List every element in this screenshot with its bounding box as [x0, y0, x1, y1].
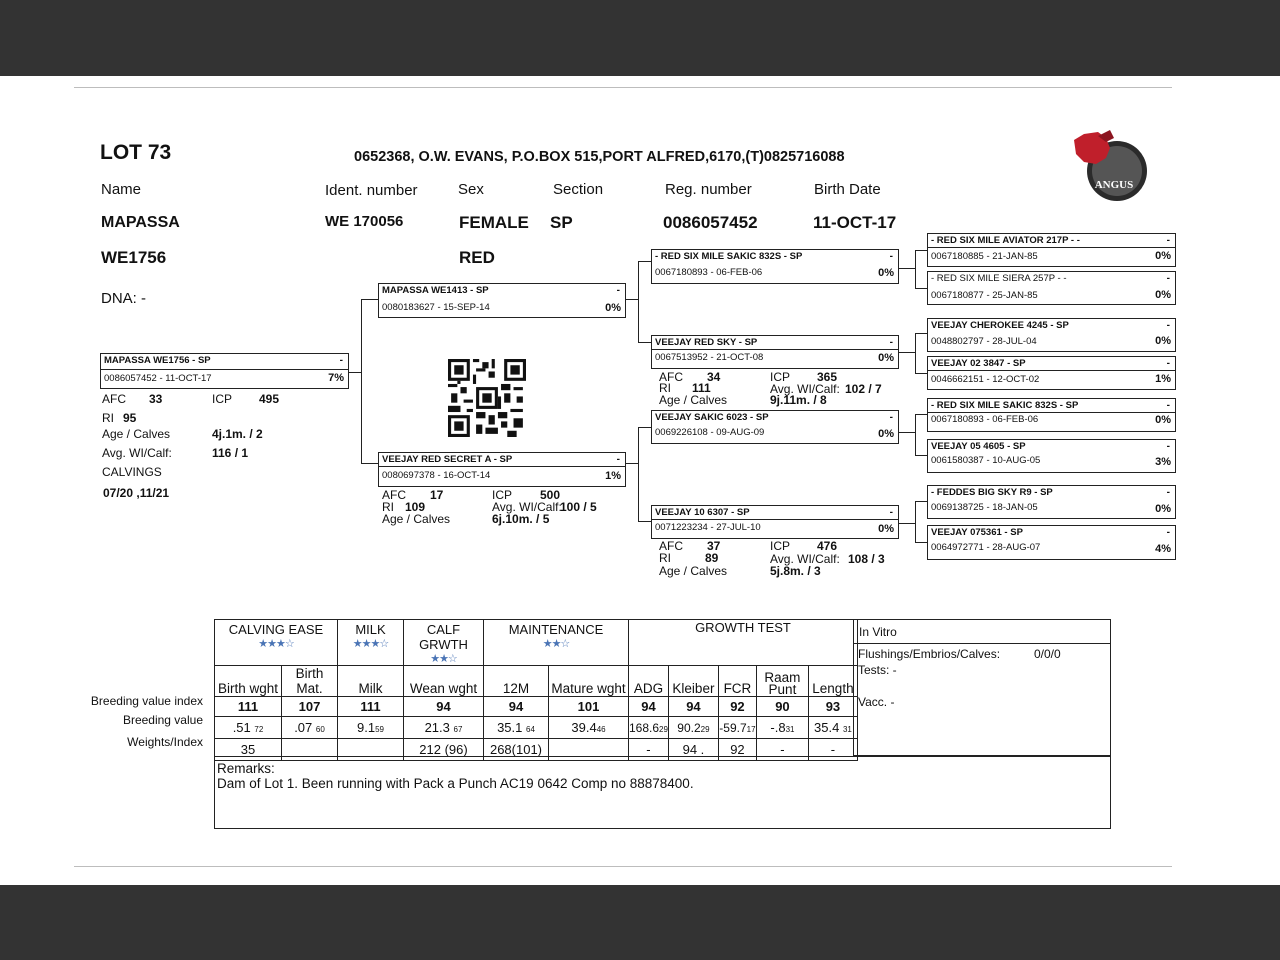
group-calving-ease: CALVING EASE ★★★☆ [215, 620, 338, 666]
angus-logo [1070, 128, 1150, 204]
pedigree-box-ggp-2: - RED SIX MILE SIERA 257P - - - 0067180877 - 25-JAN-85 0% [927, 271, 1176, 305]
pedigree-box-animal: MAPASSA WE1756 - SP - 0086057452 - 11-OCT-17 7% [100, 353, 349, 389]
pedigree-box-paternal-grandsire: - RED SIX MILE SAKIC 832S - SP - 0067180893 - 06-FEB-06 0% [651, 249, 899, 284]
in-vitro-panel: In Vitro Flushings/Embrios/Calves: 0/0/0 Tests: - Vacc. - [853, 619, 1111, 756]
pedigree-box-ggp-5: - RED SIX MILE SAKIC 832S - SP - 0067180893 - 06-FEB-06 0% [927, 398, 1176, 432]
pedigree-box-paternal-granddam: VEEJAY RED SKY - SP - 0067513952 - 21-OCT-08 0% [651, 335, 899, 369]
qr-code [446, 359, 528, 437]
calvings-value: 07/20 ,11/21 [103, 486, 170, 500]
group-milk: MILK ★★★☆ [338, 620, 404, 666]
pedigree-box-ggp-1: - RED SIX MILE AVIATOR 217P - - - 0067180885 - 21-JAN-85 0% [927, 233, 1176, 267]
reg-number: 0086057452 [663, 213, 758, 232]
name-label: Name [101, 181, 142, 198]
remarks-text: Dam of Lot 1. Been running with Pack a Punch AC19 0642 Comp no 88878400. [217, 776, 694, 791]
section-value: SP [550, 213, 573, 232]
in-vitro-title: In Vitro [859, 625, 897, 639]
calvings-label: CALVINGS [102, 465, 162, 479]
group-growth-test: GROWTH TEST [629, 620, 858, 666]
top-dark-band [0, 0, 1280, 76]
pedigree-box-ggp-3: VEEJAY CHEROKEE 4245 - SP - 0048802797 - 28-JUL-04 0% [927, 318, 1176, 352]
breeding-values-table: CALVING EASE ★★★☆ MILK ★★★☆ CALF GRWTH ★★☆ MAINTENANCE ★★☆ GROWTH TEST Birth wght Birth Mat. Milk Wean wght 12M Mature wght ADG Kleiber FCR Raam Punt Length 111 107 111 94 94 101 94 94 92 90 93 .51 72 .07 60 9.159 21.3 67 35.1 64 39.446 168.629 90.229 -59.717 -.831 35.4 31 35 212 (96) 268(101) - 94 . 92 - - [214, 619, 858, 761]
colour-value: RED [459, 248, 495, 267]
pedigree-box-maternal-grandsire: VEEJAY SAKIC 6023 - SP - 0069226108 - 09-AUG-09 0% [651, 410, 899, 444]
pedigree-box-sire: MAPASSA WE1413 - SP - 0080183627 - 15-SEP-14 0% [378, 283, 626, 318]
pedigree-box-maternal-granddam: VEEJAY 10 6307 - SP - 0071223234 - 27-JUL-10 0% [651, 505, 899, 539]
pedigree-box-ggp-7: - FEDDES BIG SKY R9 - SP - 0069138725 - 18-JAN-05 0% [927, 485, 1176, 519]
remarks-label: Remarks: [217, 761, 275, 776]
bottom-dark-band [0, 885, 1280, 960]
weights-row: 35 212 (96) 268(101) - 94 . 92 - - [215, 739, 858, 761]
row-label-index: Breeding value index [90, 694, 203, 708]
sex-value: FEMALE [459, 213, 529, 232]
bottom-divider [74, 866, 1172, 867]
dna-status: DNA: - [101, 290, 146, 307]
pedigree-box-ggp-8: VEEJAY 075361 - SP - 0064972771 - 28-AUG-07 4% [927, 525, 1176, 560]
index-row: 111 107 111 94 94 101 94 94 92 90 93 [215, 697, 858, 717]
calf-growth-rating: ★★☆ [430, 653, 457, 665]
pedigree-box-dam: VEEJAY RED SECRET A - SP - 0080697378 - 16-OCT-14 1% [378, 452, 626, 487]
row-label-value: Breeding value [122, 713, 203, 727]
ident-number: WE 170056 [325, 213, 404, 230]
group-calf-growth: CALF GRWTH ★★☆ [404, 620, 484, 666]
row-label-weights: Weights/Index [127, 735, 203, 749]
calving-rating: ★★★☆ [258, 638, 294, 650]
owner-details: 0652368, O.W. EVANS, P.O.BOX 515,PORT ALFRED,6170,(T)0825716088 [354, 149, 845, 165]
section-label: Section [553, 181, 604, 198]
remarks-box [214, 756, 1111, 829]
sex-label: Sex [458, 181, 484, 198]
ident-label: Ident. number [325, 182, 418, 199]
animal-code: WE1756 [101, 248, 167, 267]
reg-label: Reg. number [665, 181, 752, 198]
birth-label: Birth Date [814, 181, 881, 198]
group-maintenance: MAINTENANCE ★★☆ [484, 620, 629, 666]
top-divider [74, 87, 1172, 88]
pedigree-box-ggp-4: VEEJAY 02 3847 - SP - 0046662151 - 12-OCT-02 1% [927, 356, 1176, 390]
value-row: .51 72 .07 60 9.159 21.3 67 35.1 64 39.446 168.629 90.229 -59.717 -.831 35.4 31 [215, 717, 858, 739]
pedigree-box-ggp-6: VEEJAY 05 4605 - SP - 0061580387 - 10-AUG-05 3% [927, 439, 1176, 473]
svg-text:ANGUS: ANGUS [1094, 179, 1134, 191]
birth-date: 11-OCT-17 [813, 213, 897, 232]
milk-rating: ★★★☆ [352, 638, 389, 650]
lot-number: LOT 73 [100, 141, 172, 164]
maintenance-rating: ★★☆ [542, 638, 570, 650]
animal-name: MAPASSA [101, 214, 180, 231]
